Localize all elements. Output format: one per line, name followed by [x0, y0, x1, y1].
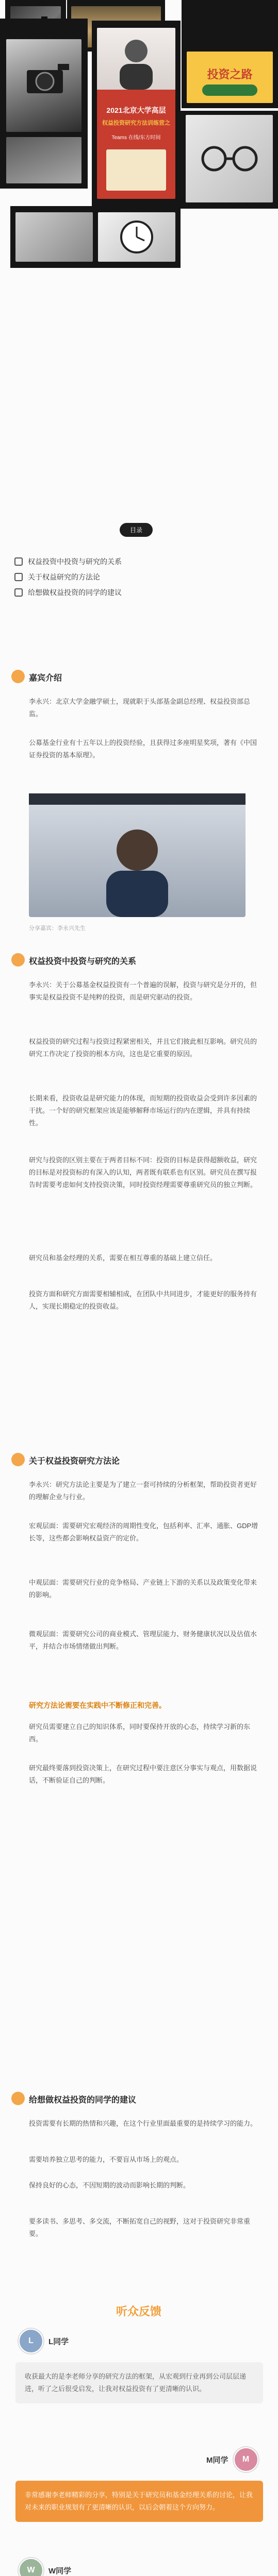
person-icon [97, 28, 175, 90]
frame-second-image [6, 137, 81, 183]
section-dot-icon [11, 2092, 25, 2105]
film-strip-bottom-right [181, 111, 278, 209]
checkbox-icon [14, 557, 23, 566]
section1-paragraph: 研究与投资的区别主要在于两者目标不同：投资的目标是获得超额收益，研究的目标是对投资标的有深入的认知，两者既有联系也有区别。研究员在撰写报告时需要考虑如何支持投资决策，同时投资经理需要尊重研究员的独立判断。 [29, 1156, 257, 1189]
feedback-speaker [19, 2558, 71, 2576]
banner-title: 投资之路 [207, 68, 253, 81]
feedback-quote-highlight: 非常感谢李老师精彩的分享，特别是关于研究员和基金经理关系的讨论，让我对未来的职业规划有了更清晰的认识，以后会朝着这个方向努力。 [15, 2481, 263, 2522]
avatar: W [19, 2558, 43, 2576]
film-strip-right [182, 0, 278, 108]
section2-paragraph: 研究员需要建立自己的知识体系，同时要保持开放的心态，持续学习新的东西。 [29, 1723, 251, 1743]
poster-photo [97, 28, 175, 90]
camera-operator-icon [6, 39, 81, 132]
film-strip-poster [92, 21, 181, 206]
toc-item[interactable] [14, 585, 169, 600]
section1-paragraph: 长期来看，投资收益是研究能力的体现，而短期的投资收益会受到许多因素的干扰。一个好的研究框架应该是能够解释市场运行的内在逻辑，并具有持续性。 [29, 1094, 257, 1127]
section1-paragraph: 权益投资的研究过程与投资过程紧密相关，并且它们彼此相互影响。研究员的研究工作决定了投资的根本方向，这也是它重要的原因。 [29, 1038, 257, 1058]
poster-small-text: Teams 在线/东方时间 [111, 135, 161, 141]
speaker-name: L同学 [48, 2337, 69, 2346]
poster-frame [97, 28, 175, 199]
feedback-speaker [206, 2447, 258, 2472]
section2-paragraph: 中观层面：需要研究行业的竞争格局、产业链上下游的关系以及政策变化带来的影响。 [29, 1579, 257, 1599]
section2-paragraph: 微观层面：需要研究公司的商业模式、管理层能力、财务健康状况以及估值水平，并结合市场情绪做出判断。 [29, 1630, 257, 1650]
avatar: M [234, 2447, 258, 2472]
table-of-contents [14, 554, 169, 600]
toc-item[interactable] [14, 569, 169, 585]
section-dot-icon [11, 670, 25, 683]
film-strip-left [0, 19, 88, 189]
poster-title: 2021北京大学高层 [106, 106, 166, 114]
section1-paragraph: 研究员和基金经理的关系，需要在相互尊重的基础上建立信任。 [29, 1254, 217, 1262]
toc-title-pill: 目录 [120, 523, 153, 537]
checkbox-icon [14, 588, 23, 597]
speaker-video-icon [29, 793, 246, 917]
toc-item-label: 权益投资中投资与研究的关系 [28, 557, 122, 566]
guest-paragraph: 公募基金行业有十五年以上的投资经验，且获得过多座明星奖项，著有《中国证券投资的基本原理》。 [29, 739, 257, 759]
section3-paragraph: 要多读书、多思考、多交流，不断拓宽自己的视野，这对于投资研究非常重要。 [29, 2217, 251, 2238]
section1-paragraph: 李永兴：关于公募基金权益投资有一个普遍的误解，投资与研究是分开的，但事实是权益投资不是纯粹的投资，而是研究驱动的投资。 [29, 981, 257, 1001]
guest-photo-caption: 分享嘉宾：李永兴先生 [29, 925, 86, 931]
toc-item[interactable] [14, 554, 169, 569]
avatar: L [19, 2329, 43, 2353]
section2-title: 关于权益投资研究方法论 [29, 1457, 120, 1466]
section1-paragraph: 投资方面和研究方面需要相辅相成，在团队中共同进步，才能更好的服务持有人，实现长期稳定的投资收益。 [29, 1290, 257, 1310]
frame-yellow-banner [187, 52, 273, 103]
feedback-quote: 收获最大的是李老师分享的研究方法的框架，从宏观到行业再到公司层层递进，听了之后很受启发，让我对权益投资有了更清晰的认识。 [15, 2362, 263, 2403]
section1-title: 权益投资中投资与研究的关系 [29, 957, 137, 966]
section2-paragraph: 李永兴：研究方法论主要是为了建立一套可持续的分析框架，帮助投资者更好的理解企业与行业。 [29, 1481, 257, 1501]
section3-paragraph: 需要培养独立思考的能力，不要盲从市场上的观点。 [29, 2156, 184, 2163]
speaker-name: W同学 [48, 2566, 72, 2575]
frame-glasses-image [186, 115, 273, 202]
feedback-title: 听众反馈 [116, 2305, 162, 2318]
section2-highlight: 研究方法论需要在实践中不断修正和完善。 [29, 1701, 166, 1709]
film-strip-lower-left [10, 206, 181, 268]
banner-green-bar [202, 84, 257, 96]
section-dot-icon [11, 1453, 25, 1466]
section-dot-icon [11, 953, 25, 967]
feedback-speaker [19, 2329, 69, 2353]
section2-paragraph: 宏观层面：需要研究宏观经济的周期性变化，包括利率、汇率、通胀、GDP增长等，这些都会影响权益资产的定价。 [29, 1522, 258, 1542]
guest-paragraph: 李永兴：北京大学金融学硕士，现就职于头部基金副总经理、权益投资部总监。 [29, 698, 251, 718]
frame-watch-image [15, 212, 93, 262]
guest-section-title: 嘉宾介绍 [29, 674, 62, 683]
section2-paragraph: 研究最终要落到投资决策上，在研究过程中要注意区分事实与观点，用数据说话，不断验证自己的判断。 [29, 1764, 257, 1784]
section3-paragraph: 保持良好的心态，不因短期的波动而影响长期的判断。 [29, 2181, 190, 2189]
glasses-icon [186, 115, 273, 202]
frame-clock-image [98, 212, 175, 262]
poster-info-card [106, 149, 166, 191]
section3-title: 给想做权益投资的同学的建议 [29, 2096, 137, 2105]
checkbox-icon [14, 573, 23, 581]
speaker-name: M同学 [206, 2455, 228, 2465]
frame-cameraman-image [6, 39, 81, 132]
toc-item-label: 给想做权益投资的同学的建议 [28, 588, 122, 597]
guest-photo [29, 793, 246, 917]
poster-subtitle: 权益投资研究方法训练营之 [102, 120, 170, 126]
clock-icon [98, 212, 175, 262]
toc-item-label: 关于权益研究的方法论 [28, 573, 100, 581]
section3-paragraph: 投资需要有长期的热情和兴趣，在这个行业里面最重要的是持续学习的能力。 [29, 2120, 257, 2127]
